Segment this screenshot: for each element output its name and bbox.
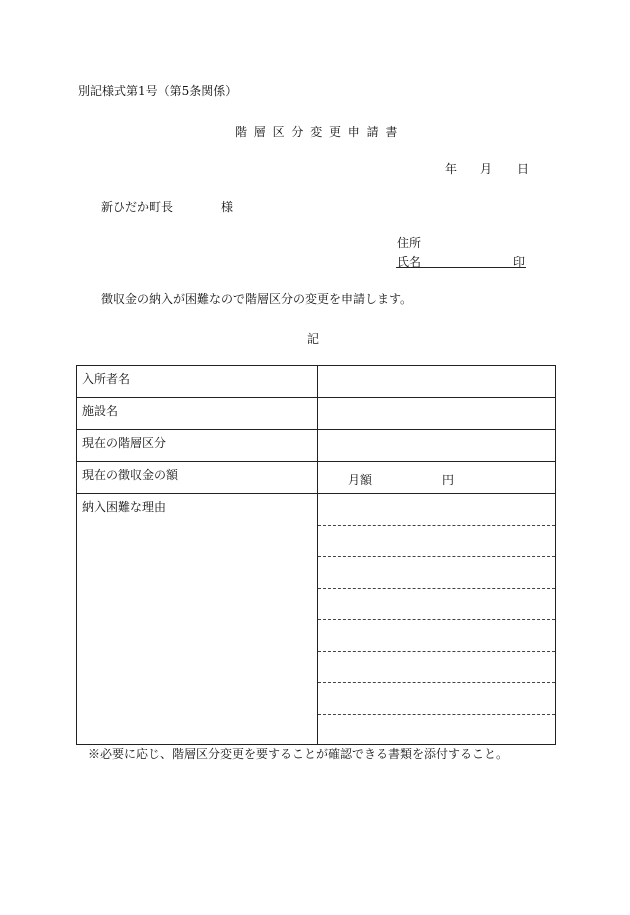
footnote: ※必要に応じ、階層区分変更を要することが確認できる書類を添付すること。 [88, 747, 509, 761]
document-title: 階層区分変更申請書 [235, 125, 405, 139]
date-day-label: 日 [517, 162, 530, 176]
dotted-rule [318, 525, 555, 526]
date-month-label: 月 [480, 162, 493, 176]
table-label-cell [77, 494, 318, 745]
seal-mark: 印 [513, 255, 526, 269]
current-tier-label: 現在の階層区分 [82, 436, 167, 450]
monthly-prefix: 月額 [348, 472, 373, 487]
record-heading: 記 [307, 332, 320, 346]
table-label-cell [77, 430, 318, 462]
current-tier-field[interactable] [318, 430, 556, 462]
table-row [77, 462, 556, 494]
addressee-name: 新ひだか町長 [101, 200, 174, 214]
facility-name-field[interactable] [318, 398, 556, 430]
date-year-label: 年 [445, 162, 458, 176]
dotted-rule [318, 619, 555, 620]
yen-unit: 円 [442, 472, 455, 487]
facility-name-label: 施設名 [82, 404, 119, 418]
table-label-cell [77, 366, 318, 398]
dotted-rule [318, 682, 555, 683]
resident-name-label: 入所者名 [82, 372, 131, 386]
table-label-cell [77, 462, 318, 494]
table-label-cell [77, 398, 318, 430]
dotted-rule [318, 651, 555, 652]
reason-lines [318, 494, 555, 744]
application-table [76, 365, 556, 745]
application-statement: 徴収金の納入が困難なので階層区分の変更を申請します。 [101, 292, 413, 306]
table-row [77, 366, 556, 398]
table-row [77, 398, 556, 430]
dotted-rule [318, 714, 555, 715]
reason-label: 納入困難な理由 [82, 500, 167, 514]
applicant-address-label: 住所 [397, 236, 422, 250]
dotted-rule [318, 556, 555, 557]
applicant-name-label: 氏名 [397, 255, 422, 269]
form-number: 別記様式第1号（第5条関係） [78, 84, 238, 98]
current-fee-field[interactable] [318, 462, 556, 494]
resident-name-field[interactable] [318, 366, 556, 398]
table-row [77, 494, 556, 745]
table-row [77, 430, 556, 462]
current-fee-label: 現在の徴収金の額 [82, 468, 179, 482]
reason-field[interactable] [318, 494, 556, 745]
addressee-suffix: 様 [221, 200, 234, 214]
dotted-rule [318, 588, 555, 589]
